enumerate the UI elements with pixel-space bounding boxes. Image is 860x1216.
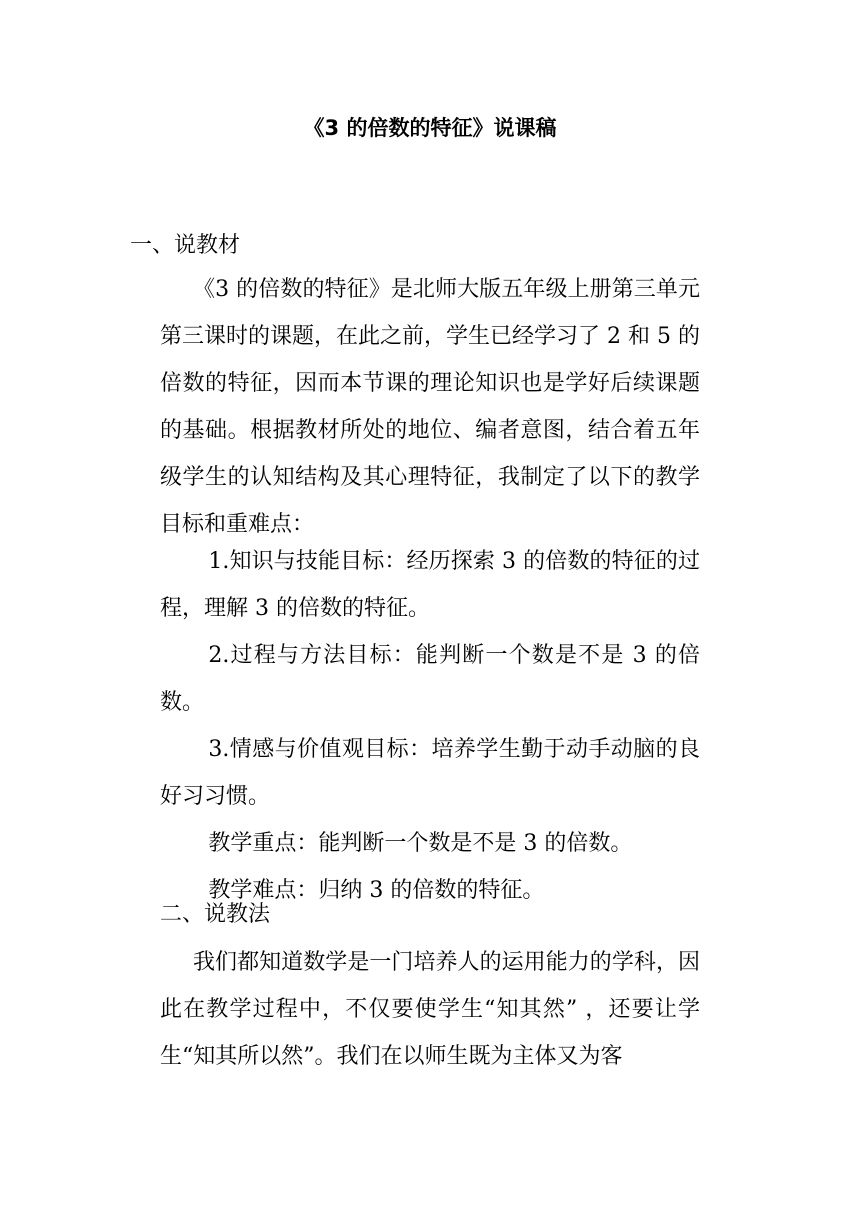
section-heading-teaching-method: 二、说教法 bbox=[160, 902, 271, 927]
teaching-difficulty: 教学难点：归纳 3 的倍数的特征。 bbox=[208, 878, 545, 903]
goal-knowledge-skills: 1.知识与技能目标：经历探索 3 的倍数的特征的过程，理解 3 的倍数的特征。 bbox=[160, 549, 700, 621]
section-heading-textbook: 一、说教材 bbox=[130, 233, 241, 258]
goal-process-method: 2.过程与方法目标：能判断一个数是不是 3 的倍数。 bbox=[160, 643, 700, 715]
goal-emotion-values: 3.情感与价值观目标：培养学生勤于动手动脑的良好习习惯。 bbox=[160, 737, 700, 809]
teaching-method-paragraph: 我们都知道数学是一门培养人的运用能力的学科，因此在教学过程中，不仅要使学生“知其然” ，还要让学生“知其所以然”。我们在以师生既为主体又为客 bbox=[160, 950, 700, 1069]
teaching-key-point: 教学重点：能判断一个数是不是 3 的倍数。 bbox=[208, 831, 633, 856]
textbook-intro-paragraph: 《3 的倍数的特征》是北师大版五年级上册第三单元第三课时的课题，在此之前，学生已经学习了 2 和 5 的倍数的特征，因而本节课的理论知识也是学好后续课题的基础。根据教材所处的地位、编者意图，结合着五年级学生的认知结构及其心理特征，我制定了以下的教学目标和重难点： bbox=[160, 277, 700, 537]
document-title: 《3 的倍数的特征》说课稿 bbox=[303, 116, 557, 140]
